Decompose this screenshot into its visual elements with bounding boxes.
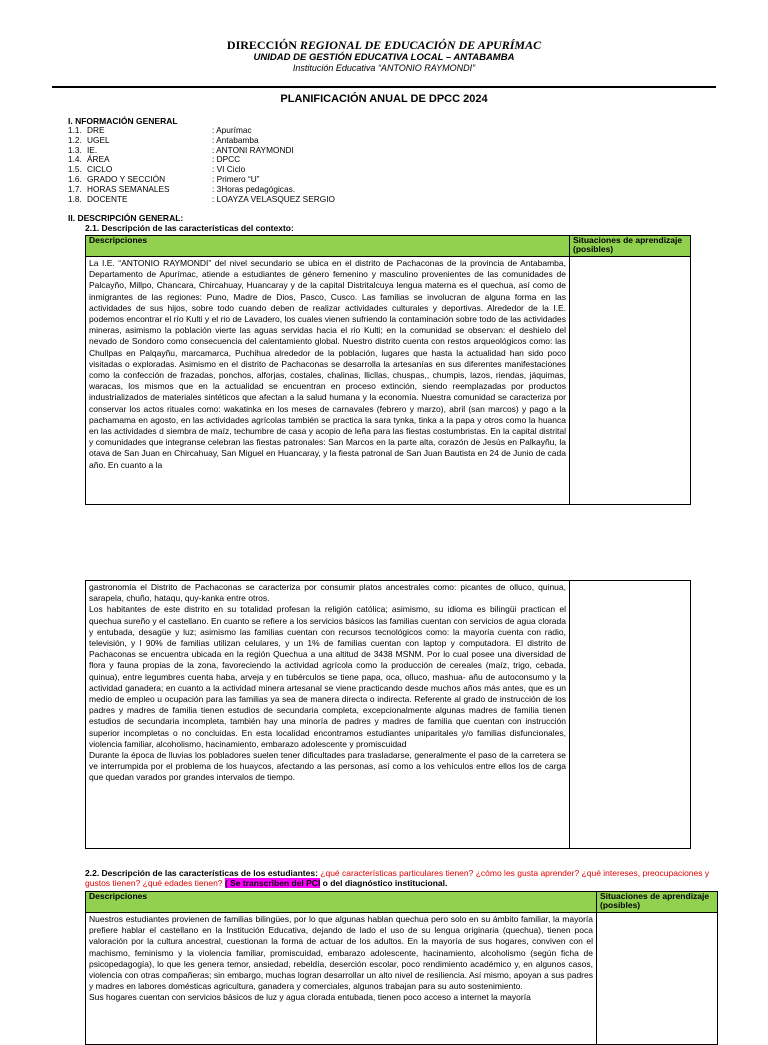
info-value: : VI Ciclo bbox=[212, 164, 246, 175]
general-info-list bbox=[68, 126, 335, 204]
header-line-2: UNIDAD DE GESTIÓN EDUCATIVA LOCAL – ANTABAMBA bbox=[253, 52, 515, 63]
students-description-cell bbox=[86, 913, 597, 1045]
subsection-2-2-tail: o del diagnóstico institucional. bbox=[320, 877, 448, 888]
subsection-2-2-questions: ¿qué características particulares tienen? ¿cómo les gusta aprender? ¿qué intereses, preocupaciones y gustos tienen? ¿qué edades tienen? bbox=[85, 868, 710, 888]
col-header-situations: Situaciones de aprendizaje (posibles) bbox=[597, 892, 718, 913]
info-num: 1.7. bbox=[68, 183, 82, 194]
context-situations-cell bbox=[570, 257, 691, 505]
page-title: PLANIFICACIÓN ANUAL DE DPCC 2024 bbox=[280, 93, 488, 105]
header-line-3: Institución Educativa “ANTONIO RAYMONDI” bbox=[292, 63, 476, 73]
info-label: DRE bbox=[87, 125, 105, 135]
subsection-2-2-title bbox=[85, 869, 725, 889]
context-paragraph: Durante la época de lluvias los pobladores suelen tener dificultades para trasladarse, generalmente el paso de la carretera se ve interrumpida por el problema de los huaycos, afectando a las personas, así como a los vehículos entre ellos los de carga que quedan varados por grandes intervalos de tiempo. bbox=[89, 750, 566, 783]
context-table-part-1 bbox=[85, 235, 691, 505]
info-value: : Antabamba bbox=[212, 134, 259, 145]
context-paragraph: Los habitantes de este distrito en su totalidad profesan la religión católica; asimismo, su idioma es bilingüi practican el quechua sureño y el castellano. En cuanto se refiere a los servicios básicos las familias cuentan con servicios de agua clorada y entubada, desagüe y luz; asimismo las familias cuentan con recursos tecnológicos como: la mayoría cuenta con radio, televisión, y l 90% de familias utilizan celulares, y un 1% de familias cuentan con laptop y computadora. El distrito de Pachaconas se encuentra ubicada en la región Quechua a una altitud de 3438 MSNM. Por lo cual posee una diversidad de flora y fauna propias de la zona, favoreciendo la actividad agrícola como la producción de cereales (maíz, trigo, cebada, quinua), entre legumbres cuenta haba, arveja y en tubérculos se tiene papa, oca, olluco, mashua- añu de autoconsumo y la actividad ganadera; en cuanto a la actividad minera artesanal se viene practicando desde muchos años más antes, que es un medio de empleo u ocupación para las familias ya sea de manera directa o indirecta. Referente al grado de instrucción de los padres y madres de familia tienen estudios de secundaria completa, excepcionalmente algunas madres de familia tienen estudios de secundaria incompleta, también hay una minoría de padres y madres de familia que cuentan con instrucción superior incompletas o no concluidas. En esta localidad encontramos estudiantes uniparitales y/o familias disfuncionales, violencia familiar, alcoholismo, hacinamiento, embarazo adolescente y promiscuidad bbox=[89, 604, 566, 749]
info-label: IE. bbox=[87, 144, 98, 155]
info-value: : 3Horas pedagógicas. bbox=[212, 183, 296, 194]
context-table-part-2 bbox=[85, 580, 691, 849]
info-label: UGEL bbox=[87, 134, 110, 145]
col-header-descriptions: Descripciones bbox=[86, 892, 597, 913]
header-line-1 bbox=[0, 38, 768, 53]
info-label: DOCENTE bbox=[87, 193, 128, 204]
info-num: 1.3. bbox=[68, 144, 82, 155]
info-row bbox=[68, 195, 335, 205]
section-2-heading: II. DESCRIPCIÓN GENERAL: bbox=[68, 213, 184, 223]
info-num: 1.1. bbox=[68, 125, 82, 135]
info-row bbox=[68, 136, 335, 146]
context-description-cell: La I.E. “ANTONIO RAYMONDI” del nivel secundario se ubica en el distrito de Pachaconas de la provincia de Antabamba, Departamento de Apurímac, atiende a estudiantes de género femenino y masculino provenientes de las comunidades de Palcayño, Millpo, Chancara, Chircahuay, Huancaray y de la capital Distritalcuya lengua materna es el quechua, así como de inmigrantes de las regiones: Puno, Madre de Dios, Pasco, Cusco. Las familias se involucran de alguna forma en las actividades de sus hijos, sobre todo cuando deben de realizar actividades culturales y deportivas. Alrededor de la I.E. podemos encontrar el río Kulti y el rio de Lavadero, los cuales vienen sufriendo la contaminación sobre todo de las actividades mineras, asimismo la población vierte las aguas servidas hacia el rio Kulti; en la comunidad se observan: el deshielo del nevado de Sondoro como consecuencia del calentamiento global. Nuestro distrito cuenta con restos arqueológicos como: las Chullpas en Palqayñu, marcamarca, Puchihua alrededor de la población, lugares que hasta la actualidad han sido poco visitadas o exploradas. Asimismo en el distrito de Pachaconas se desarrolla la artesanías en sus diferentes manifestaciones como la confección de frazadas, ponchos, alforjas, costales, chalinas, llicllas, chuspas,, chumpis, lazos, riendas, jáquimas, waracas, los mismos que en la actualidad se encuentran en proceso extinción, siendo reemplazadas por productos industrializados de materiales sintéticos que afectan a la salud humana y la economía. Nuestra comunidad se caracteriza por conservar los actos rituales como: wakatinka en los meses de carnavales (febrero y marzo), abril (san marcos) y pago a la pachamama en agosto, en las actividades agrícolas también se practica la sara tynka, tinka a la papa y otros como la huanca en las actividades d siembra de maíz, techumbre de casa y acopio de leña para las fiestas costumbristas. En la capital distrital y comunidades que integranse celebran las fiestas patronales: San Marcos en la parte alta, corazón de Jesús en Palkayñu, la otava de San Juan en Chircahuay, San Miguel en Huancaray, y la fiesta patronal de San Juan Bautista en 24 de Junio de cada año. En cuanto a la bbox=[86, 257, 570, 505]
info-value: : Primero “U” bbox=[212, 173, 260, 184]
info-num: 1.5. bbox=[68, 164, 82, 175]
students-paragraph: Nuestros estudiantes provienen de familias bilingües, por lo que algunas hablan quechua pero solo en su ámbito familiar, la mayoría prefiere hablar el castellano en la Institución Educativa, dejando de lado el uso de su lengua originaria (quechua), tienen poca valoración por la cultura ancestral, cuestionan la forma de actuar de los adultos. En la mayoría de sus hogares, conviven con el machismo, feminismo y la violencia familiar, promiscuidad, embarazo adolescente, hacinamiento, alcoholismo (según ficha de psicopedagogía), lo que les genera temor, ansiedad, rebeldía, deserción escolar, poco rendimiento académico y, en algunos casos, violencia con otras compañeras; sin embargo, muchas logran desarrollar un alto nivel de resiliencia. Así mismo, apoyan a sus padres y madres en labores domésticas agricultura, ganadera y comerciales, algunos trabajan para su auto sostenimiento. bbox=[89, 914, 593, 992]
info-label: GRADO Y SECCIÓN bbox=[87, 173, 166, 184]
header-divider bbox=[52, 86, 716, 88]
info-label: CICLO bbox=[87, 164, 113, 175]
info-value: : ANTONI RAYMONDI bbox=[212, 144, 294, 155]
info-label: HORAS SEMANALES bbox=[87, 183, 170, 194]
context-description-cell-continued bbox=[86, 581, 570, 849]
subsection-2-2-label: 2.2. Descripción de las características de los estudiantes: bbox=[85, 868, 321, 878]
students-situations-cell bbox=[597, 913, 718, 1045]
info-num: 1.6. bbox=[68, 173, 82, 184]
subsection-2-1-title: 2.1. Descripción de las características del contexto: bbox=[85, 223, 294, 233]
col-header-situations: Situaciones de aprendizaje (posibles) bbox=[570, 236, 691, 257]
info-num: 1.8. bbox=[68, 193, 82, 204]
header-line-1a: DIRECCIÓN bbox=[226, 38, 300, 52]
context-paragraph: gastronomía el Distrito de Pachaconas se caracteriza por consumir platos ancestrales como: picantes de olluco, quinua, sarapela, chuño, hataqu, quy-kanka entre otros. bbox=[89, 582, 566, 604]
info-value: : Apurímac bbox=[212, 125, 252, 135]
students-paragraph: Sus hogares cuentan con servicios básicos de luz y agua clorada entubada, tienen poco acceso a internet la mayoría bbox=[89, 992, 531, 1003]
students-table bbox=[85, 891, 718, 1045]
info-value: : LOAYZA VELASQUEZ SERGIO bbox=[212, 193, 335, 204]
highlighted-note: ( Se transcriben del PCI bbox=[224, 877, 321, 888]
header-line-1b: REGIONAL DE EDUCACIÓN DE APURÍMAC bbox=[299, 38, 542, 52]
col-header-descriptions: Descripciones bbox=[86, 236, 570, 257]
info-label: ÁREA bbox=[87, 154, 110, 165]
info-value: : DPCC bbox=[212, 154, 241, 165]
section-1-heading: I. NFORMACIÓN GENERAL bbox=[68, 116, 178, 126]
info-num: 1.2. bbox=[68, 134, 82, 145]
info-num: 1.4. bbox=[68, 154, 82, 165]
context-situations-cell-continued bbox=[570, 581, 691, 849]
